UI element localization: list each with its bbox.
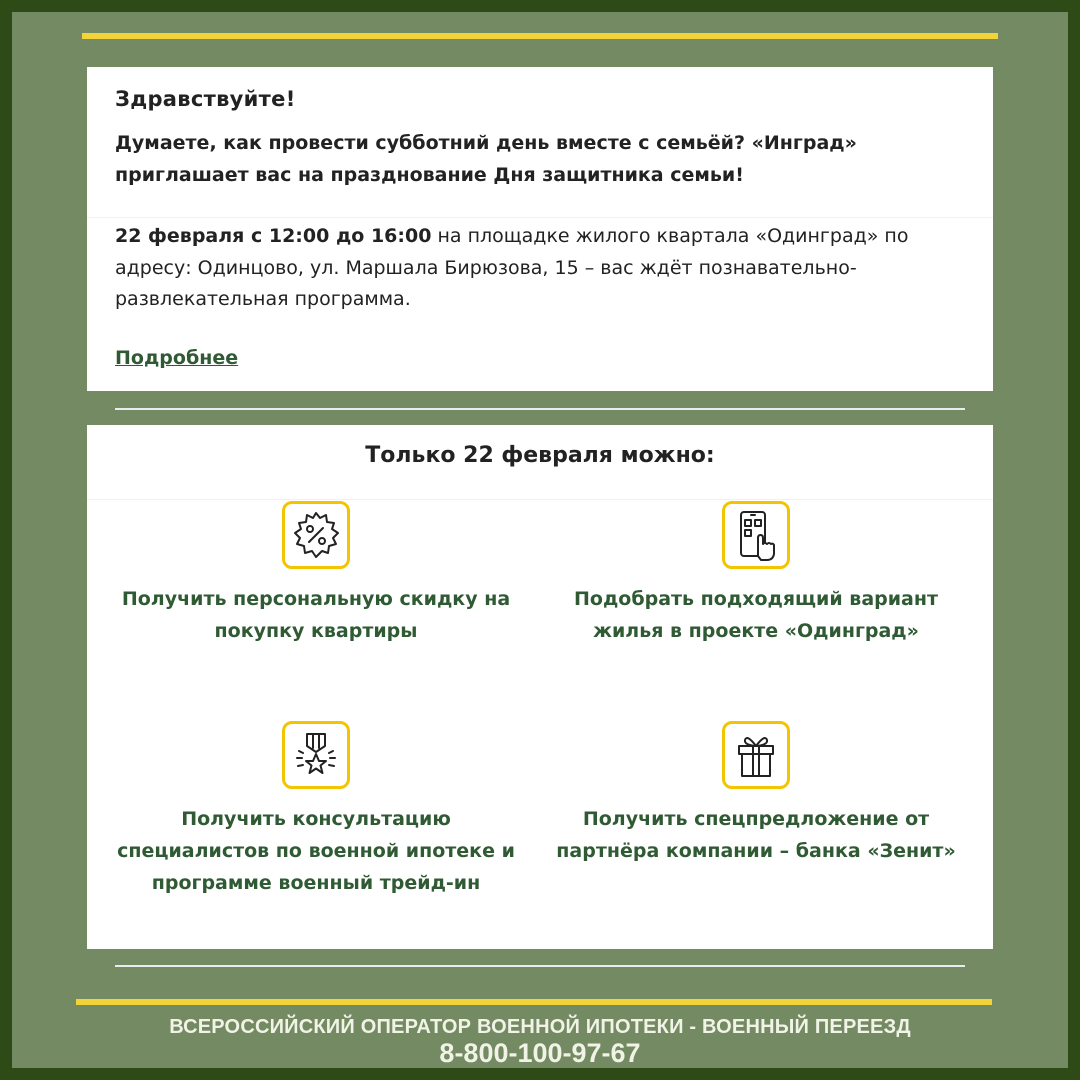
footer-organization: ВСЕРОССИЙСКИЙ ОПЕРАТОР ВОЕННОЙ ИПОТЕКИ - ВОЕННЫЙ ПЕРЕЕЗД [169,1016,911,1038]
offer-item [556,501,956,647]
section-separator [115,408,965,410]
percent-badge-icon [282,501,350,569]
offer-item [556,721,956,867]
offers-title: Только 22 февраля можно: [365,443,715,468]
offer-text: Подобрать подходящий вариант жилья в проекте «Одинград» [573,588,939,642]
offers-card [87,425,993,949]
more-link[interactable]: Подробнее [115,347,239,369]
divider [87,499,993,500]
top-accent-line [82,33,998,39]
bottom-accent-line [76,999,992,1005]
event-description: на площадке жилого квартала «Одинград» по адресу: Одинцово, ул. Маршала Бирюзова, 15 – вас ждёт познавательно-развлекательная программа. [115,225,909,310]
offer-text: Получить персональную скидку на покупку квартиры [121,588,511,642]
greeting: Здравствуйте! [115,87,296,111]
event-details [115,221,975,316]
offer-item [116,501,516,647]
offer-text: Получить консультацию специалистов по военной ипотеке и программе военный трейд-ин [117,808,515,894]
lead-text: Думаете, как провести субботний день вместе с семьёй? «Инград» приглашает вас на празднование Дня защитника семьи! [115,132,857,186]
event-date-time: 22 февраля с 12:00 до 16:00 [115,225,432,247]
medal-icon [282,721,350,789]
gift-icon [722,721,790,789]
offer-text: Получить спецпредложение от партнёра компании – банка «Зенит» [556,808,956,862]
offer-item [116,721,516,899]
divider [87,217,993,218]
section-separator [115,965,965,967]
phone-tap-icon [722,501,790,569]
footer-phone[interactable]: 8-800-100-97-67 [439,1038,641,1068]
invitation-card [87,67,993,391]
